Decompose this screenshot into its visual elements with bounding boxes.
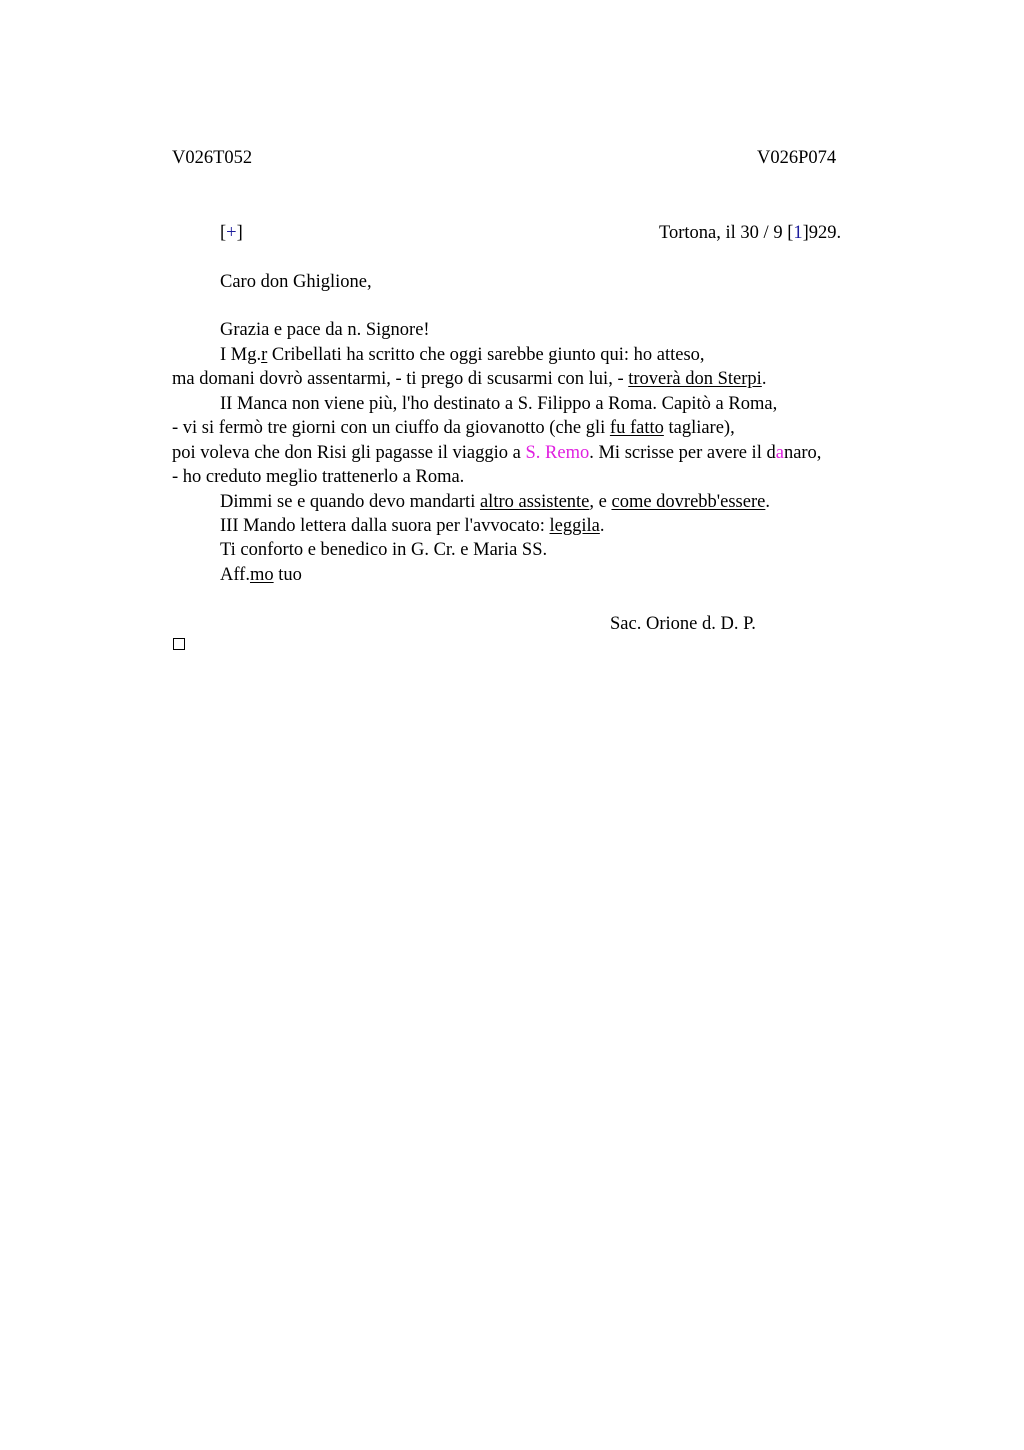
body-line-7: Dimmi se e quando devo mandarti altro assistente, e come dovrebb'essere. [220, 492, 770, 512]
signature: Sac. Orione d. D. P. [610, 614, 756, 634]
body-line-1: I Mg.r Cribellati ha scritto che oggi sarebbe giunto qui: ho atteso, [220, 345, 705, 365]
body-line-4: - vi si fermò tre giorni con un ciuffo da giovanotto (che gli fu fatto tagliare), [172, 418, 735, 438]
body-line-9: Ti conforto e benedico in G. Cr. e Maria SS. [220, 540, 548, 560]
closing-line: Aff.mo tuo [220, 565, 302, 585]
body-line-8: III Mando lettera dalla suora per l'avvocato: leggila. [220, 516, 605, 536]
body-line-3: II Manca non viene più, l'ho destinato a S. Filippo a Roma. Capitò a Roma, [220, 394, 778, 414]
body-line-6: - ho creduto meglio trattenerlo a Roma. [172, 467, 465, 487]
body-line-5: poi voleva che don Risi gli pagasse il viaggio a S. Remo. Mi scrisse per avere il danaro, [172, 443, 822, 463]
left-code: V026T052 [172, 148, 253, 168]
body-line-2: ma domani dovrò assentarmi, - ti prego di scusarmi con lui, - troverà don Sterpi. [172, 369, 767, 389]
letter-date: Tortona, il 30 / 9 [1]929. [659, 223, 842, 243]
end-marker-square [173, 638, 185, 650]
salutation: Caro don Ghiglione, [220, 272, 372, 292]
greeting: Grazia e pace da n. Signore! [220, 320, 430, 340]
cross-mark: [+] [220, 223, 243, 243]
right-code: V026P074 [757, 148, 837, 168]
